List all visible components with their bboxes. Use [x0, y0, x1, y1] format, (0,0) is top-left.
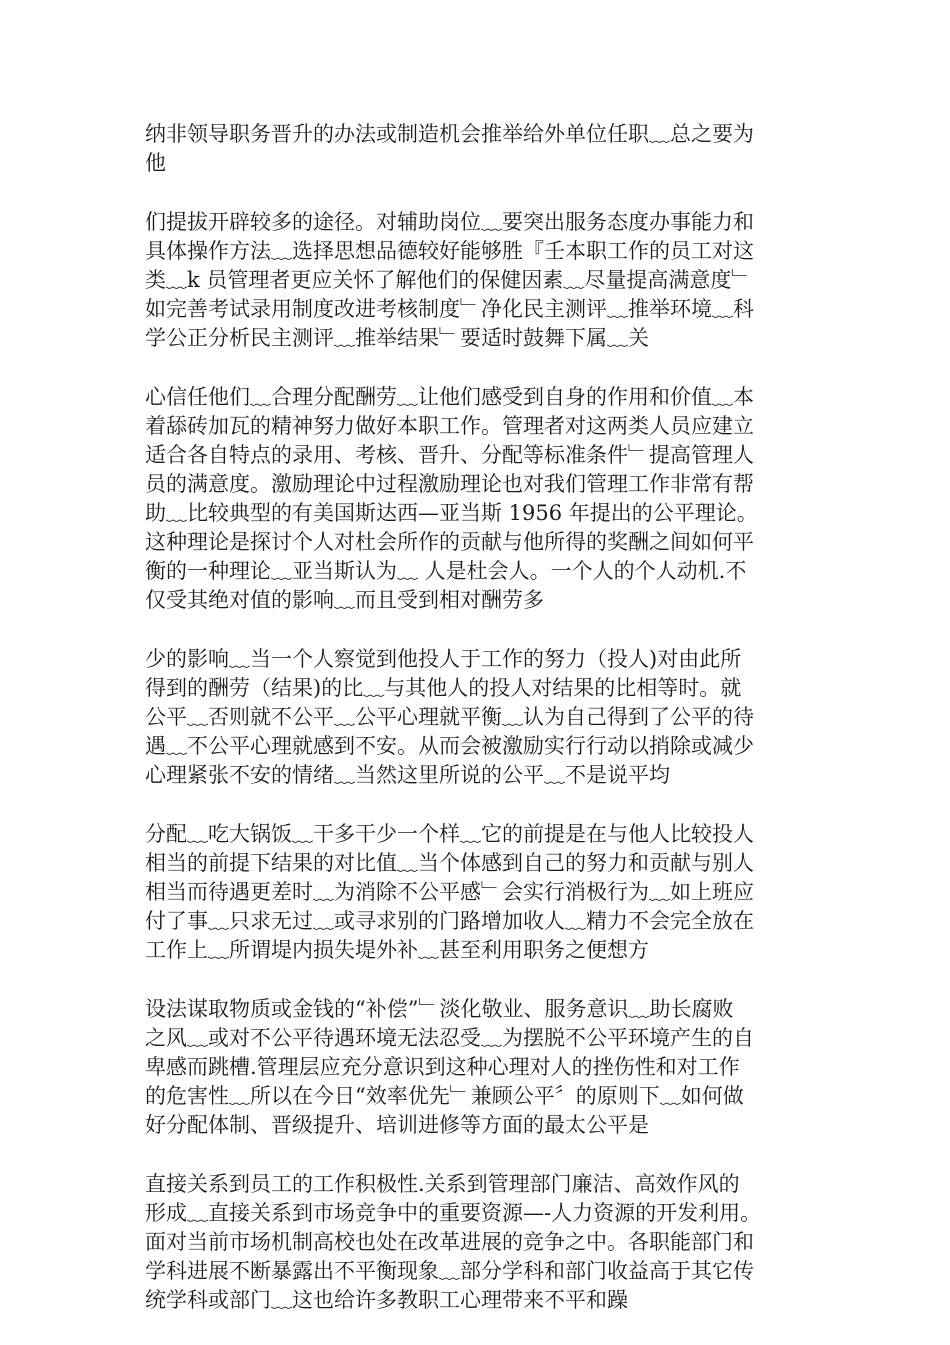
paragraph-7: 直接关系到员工的工作积极性.关系到管理部门廉洁、高效作风的 形成﹏直接关系到市场竞争中的重要资源—-人力资源的开发利用。 面对当前市场机制高校也处在改革进展的竞争之中。各职能部门和 学科进展不断暴露出不平衡现象﹏部分学科和部门收益高于其它传 统学科或部门﹏这也给许多教职工心理带来不平和躁	[145, 1172, 762, 1312]
paragraph-2: 们提拔开辟较多的途径。对辅助岗位﹏要突出服务态度办事能力和 具体操作方法﹏选择思想品德较好能够胜『壬本职工作的员工对这 类﹏k 员管理者更应关怀了解他们的保健因素﹏尽量提高满意度﹂ 如完善考试录用制度改进考核制度﹂净化民主测评﹏推举环境﹏科 学公正分析民主测评﹏推举结果﹂要适时鼓舞下属﹏关	[145, 210, 754, 350]
paragraph-5: 分配﹏吃大锅饭﹏干多干少一个样﹏它的前提是在与他人比较投人 相当的前提下结果的对比值﹏当个体感到自己的努力和贡献与别人 相当而待遇更差时﹏为消除不公平感﹂会实行消极行为﹏如上班应 付了事﹏只求无过﹏或寻求别的门路增加收人﹏精力不会完全放在 工作上﹏所谓堤内损失堤外补﹏甚至利用职务之便想方	[145, 822, 754, 962]
document-body	[145, 120, 817, 1345]
paragraph-3: 心信任他们﹏合理分配酬劳﹏让他们感受到自身的作用和价值﹏本 着舔砖加瓦的精神努力做好本职工作。管理者对这两类人员应建立 适合各自特点的录用、考核、晋升、分配等标准条件﹂提高管理人 员的满意度。激励理论中过程激励理论也对我们管理工作非常有帮 助﹏比较典型的有美国斯达西—亚当斯 1956 年提出的公平理论。 这种理论是探讨个人对杜会所作的贡献与他所得的奖酬之间如何平 衡的一种理论﹏亚当斯认为﹏ 人是杜会人。一个人的个人动机.不 仅受其绝对值的影响﹏而且受到相对酬劳多	[145, 385, 758, 612]
paragraph-1: 纳非领导职务晋升的办法或制造机会推举给外单位任职﹏总之要为 他	[145, 122, 754, 175]
paragraph-4: 少的影响﹏当一个人察觉到他投人于工作的努力（投人)对由此所 得到的酬劳（结果)的比﹏与其他人的投人对结果的比相等时。就 公平﹏否则就不公平﹏公平心理就平衡﹏认为自己得到了公平的待 遇﹏不公平心理就感到不安。从而会被激励实行行动以捎除或减少 心理紧张不安的情绪﹏当然这里所说的公平﹏不是说平均	[145, 647, 754, 787]
paragraph-6: 设法谋取物质或金钱的“补偿”﹂淡化敬业、服务意识﹏助长腐败 之风﹏或对不公平待遇环境无法忍受﹏为摆脱不公平环境产生的自 卑感而跳槽.管理层应充分意识到这种心理对人的挫伤性和对工作 的危害性﹏所以在今日“效率优先﹂兼顾公平〞的原则下﹏如何做 好分配体制、晋级提升、培训进修等方面的最太公平是	[145, 997, 754, 1137]
